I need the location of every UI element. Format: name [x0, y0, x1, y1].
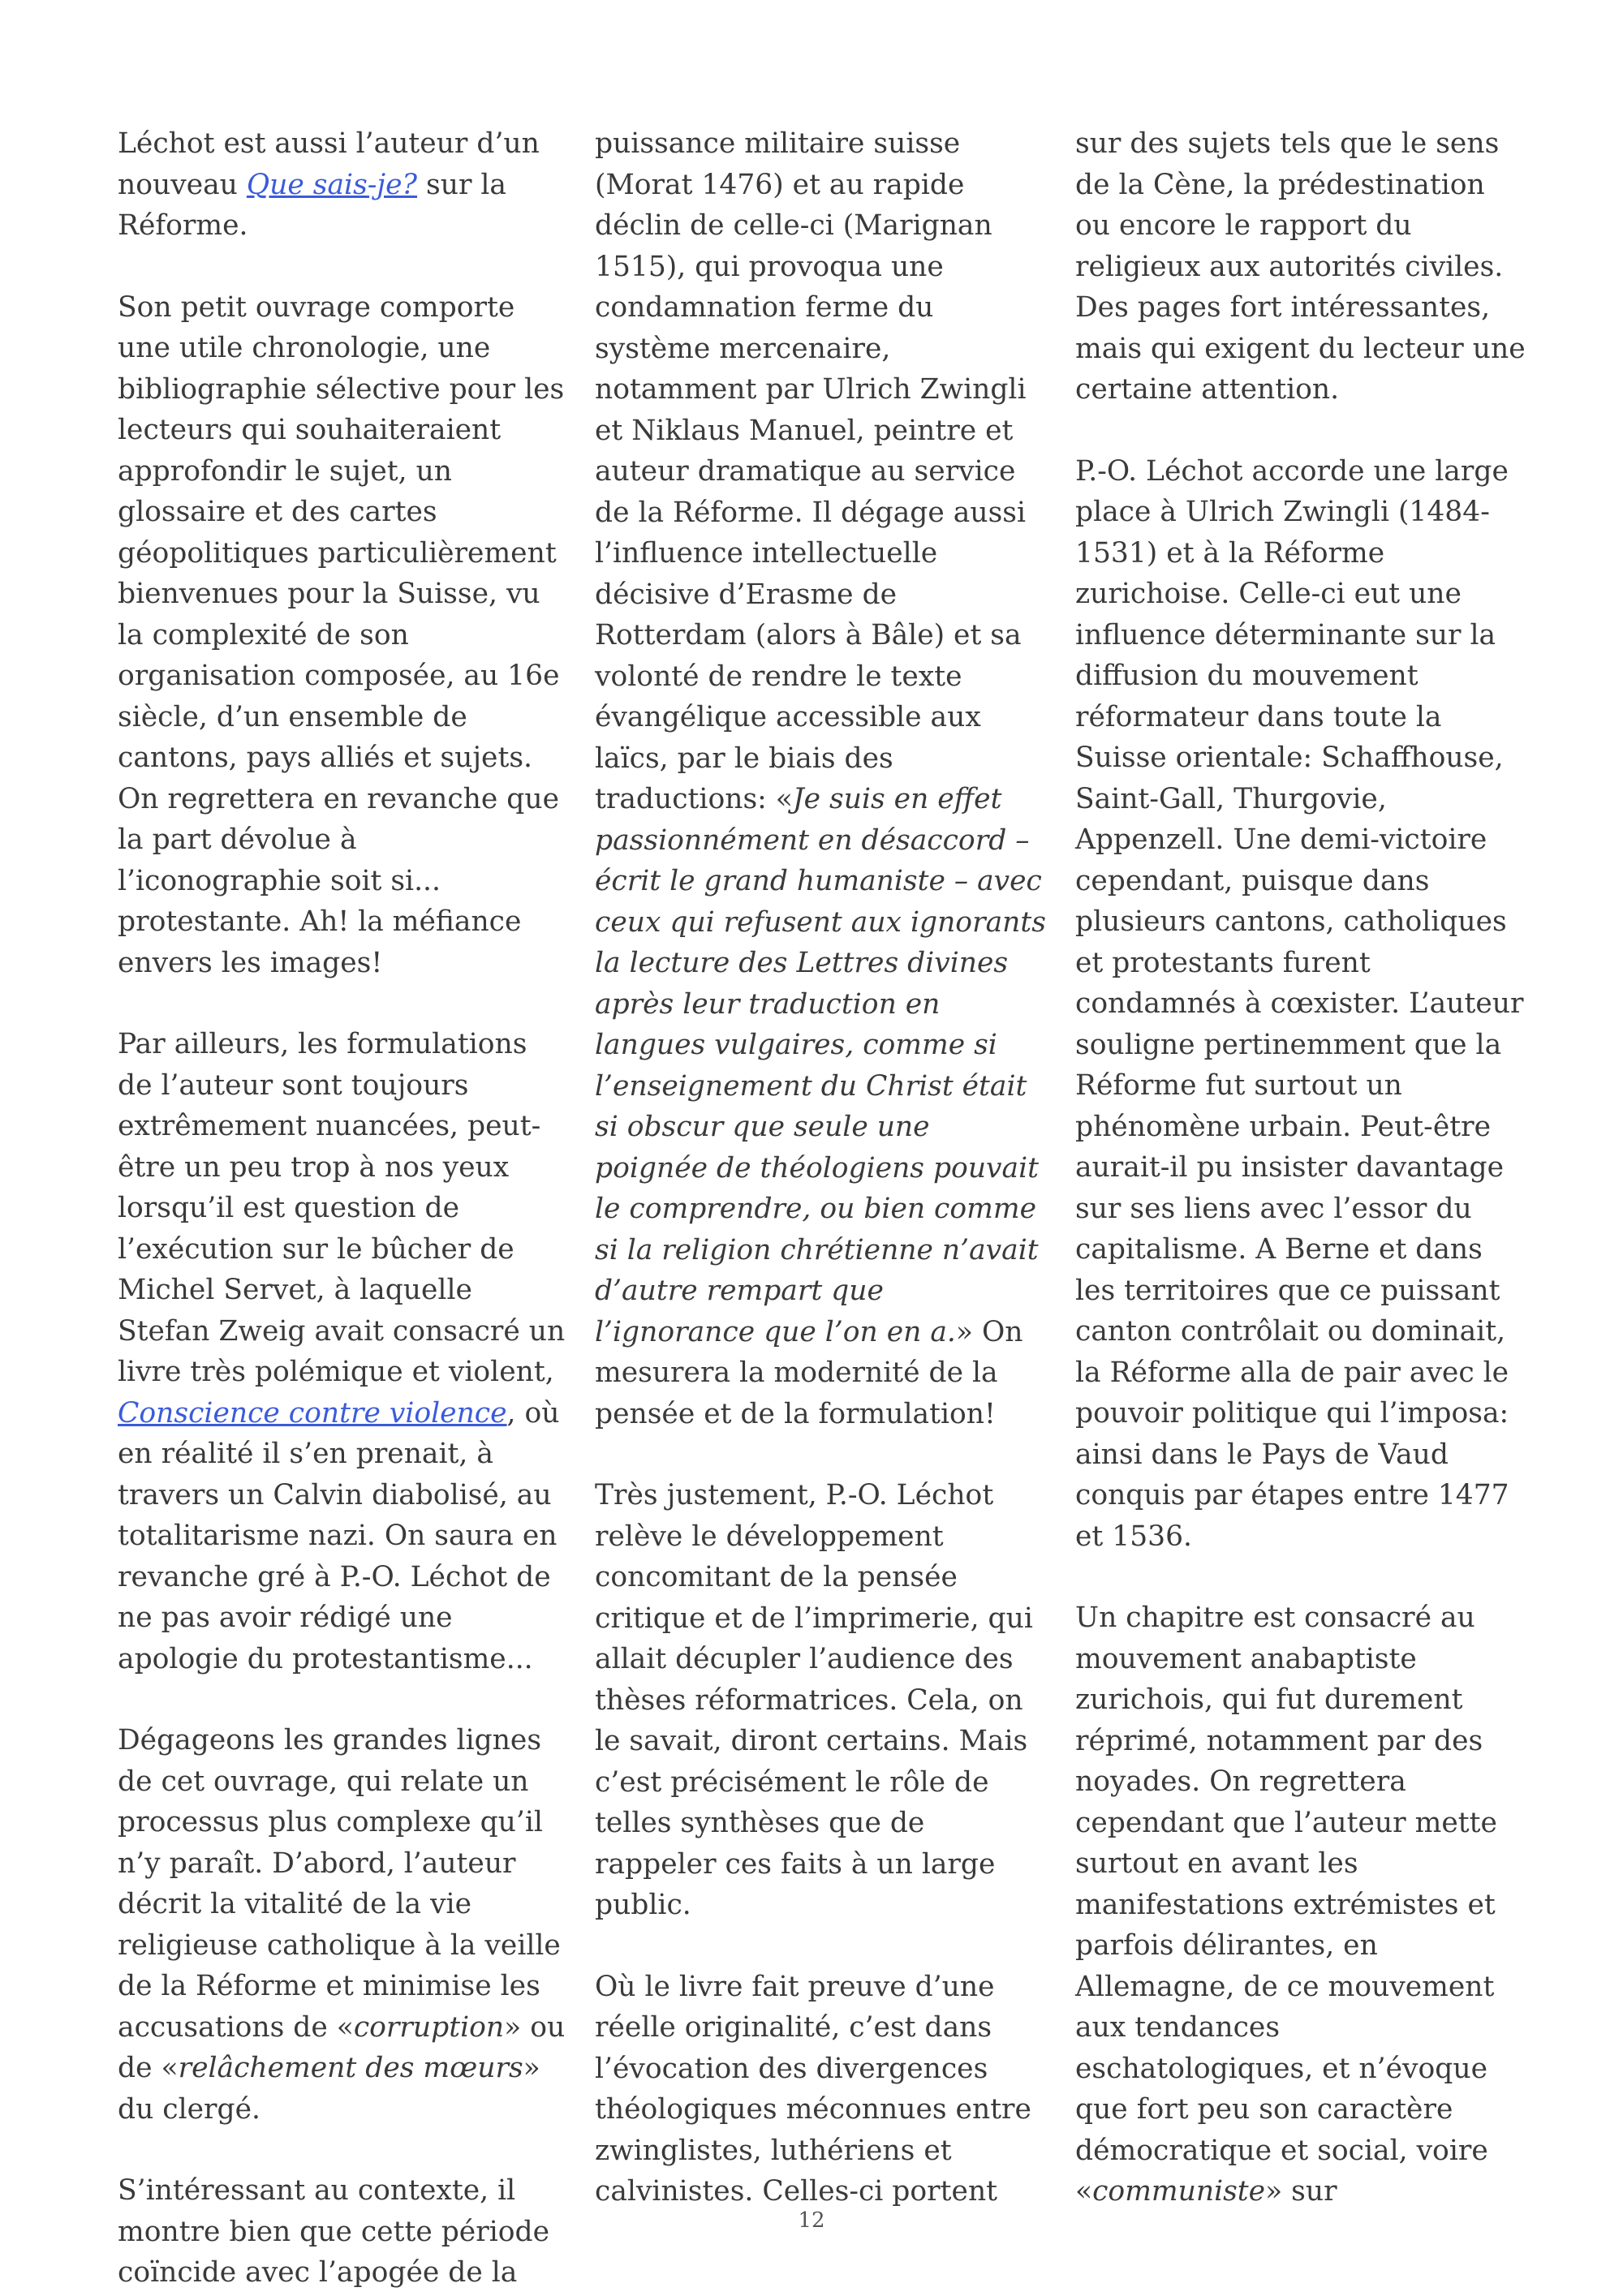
- text-run: sur la Réforme.: [118, 168, 506, 242]
- paragraph: [118, 123, 569, 247]
- paragraph: [118, 1720, 569, 2130]
- text-run: » sur: [1265, 2175, 1337, 2208]
- text-run: sur des sujets tels que le sens de la Cène, la prédestination ou encore le rapport du religieux aux autorités civiles. Des pages fort intéressantes, mais qui exigent du lecteur une certaine attention.: [1075, 127, 1526, 406]
- text-column-3: [1075, 123, 1526, 2212]
- text-run: Dégageons les grandes lignes de cet ouvrage, qui relate un processus plus complexe qu’il n’y paraît. D’abord, l’auteur décrit la vitalité de la vie religieuse catholique à la veille de la Réforme et minimise les accusations de «: [118, 1724, 561, 2044]
- text-run: Léchot est aussi l’auteur d’un nouveau: [118, 127, 540, 201]
- paragraph: [1075, 123, 1526, 411]
- text-run: Très justement, P.-O. Léchot relève le développement concomitant de la pensée critique et de l’imprimerie, qui allait décupler l’audience des thèses réformatrices. Cela, on le savait, diront certains. Mais c’est précisément le rôle de telles synthèses que de rappeler ces faits à un large public.: [595, 1479, 1033, 1921]
- text-run: puissance militaire suisse (Morat 1476) et au rapide déclin de celle-ci (Marignan 1515), qui provoqua une condamnation ferme du système mercenaire, notamment par Ulrich Zwingli et Niklaus Manuel, peintre et auteur dramatique au service de la Réforme. Il dégage aussi l’influence intellectuelle décisive d’Erasme de Rotterdam (alors à Bâle) et sa volonté de rendre le texte évangélique accessible aux laïcs, par le biais des traductions: «: [595, 127, 1027, 815]
- italic-text-run: communiste: [1092, 2175, 1266, 2208]
- paragraph: [118, 287, 569, 984]
- italic-text-run: corruption: [353, 2010, 505, 2044]
- paragraph: [595, 123, 1046, 1434]
- text-run: » ou de «: [118, 2010, 566, 2084]
- text-column-2: [595, 123, 1046, 2212]
- paragraph: [1075, 1597, 1526, 2212]
- text-run: P.-O. Léchot accorde une large place à Ulrich Zwingli (1484-1531) et à la Réforme zurichoise. Celle-ci eut une influence déterminante sur la diffusion du mouvement réformateur dans toute la Suisse orientale: Schaffhouse, Saint-Gall, Thurgovie, Appenzell. Une demi-victoire cependant, puisque dans plusieurs cantons, catholiques et protestants furent condamnés à cœxister. L’auteur souligne pertinemment que la Réforme fut surtout un phénomène urbain. Peut-être aurait-il pu insister davantage sur ses liens avec l’essor du capitalisme. A Berne et dans les territoires que ce puissant canton contrôlait ou dominait, la Réforme alla de pair avec le pouvoir politique qui l’imposa: ainsi dans le Pays de Vaud conquis par étapes entre 1477 et 1536.: [1075, 454, 1524, 1553]
- italic-text-run: relâchement des mœurs: [178, 2052, 523, 2084]
- paragraph: [1075, 451, 1526, 1558]
- text-run: » On mesurera la modernité de la pensée et de la formulation!: [595, 1315, 1023, 1430]
- que-sais-je-link[interactable]: Que sais-je?: [246, 168, 418, 201]
- text-run: » du clergé.: [118, 2052, 540, 2126]
- text-run: Son petit ouvrage comporte une utile chronologie, une bibliographie sélective pour les lecteurs qui souhaiteraient approfondir le sujet, un glossaire et des cartes géopolitiques particulièrement bienvenues pour la Suisse, vu la complexité de son organisation composée, au 16e siècle, d’un ensemble de cantons, pays alliés et sujets. On regrettera en revanche que la part dévolue à l’iconographie soit si... protestante. Ah! la méfiance envers les images!: [118, 290, 565, 979]
- text-run: , où en réalité il s’en prenait, à travers un Calvin diabolisé, au totalitarisme nazi. On saura en revanche gré à P.-O. Léchot de ne pas avoir rédigé une apologie du protestantisme...: [118, 1396, 560, 1675]
- erasmus-quote: Je suis en effet passionnément en désaccord – écrit le grand humaniste – avec ceux qui refusent aux ignorants la lecture des Lettres divines après leur traduction en langues vulgaires, comme si l’enseignement du Christ était si obscur que seule une poignée de théologiens pouvait le comprendre, ou bien comme si la religion chrétienne n’avait d’autre rempart que l’ignorance que l’on en a.: [595, 783, 1046, 1348]
- text-run: Par ailleurs, les formulations de l’auteur sont toujours extrêmement nuancées, peut-être un peu trop à nos yeux lorsqu’il est question de l’exécution sur le bûcher de Michel Servet, à laquelle Stefan Zweig avait consacré un livre très polémique et violent,: [118, 1028, 566, 1388]
- text-run: S’intéressant au contexte, il montre bien que cette période coïncide avec l’apogée de la: [118, 2174, 550, 2289]
- paragraph: [595, 1475, 1046, 1926]
- page-number: 12: [798, 2208, 825, 2233]
- paragraph: [595, 1967, 1046, 2212]
- conscience-contre-violence-link[interactable]: Conscience contre violence: [118, 1396, 507, 1430]
- paragraph: [118, 1024, 569, 1679]
- text-run: Où le livre fait preuve d’une réelle originalité, c’est dans l’évocation des divergences théologiques méconnues entre zwinglistes, luthériens et calvinistes. Celles-ci portent: [595, 1970, 1031, 2208]
- text-run: Un chapitre est consacré au mouvement anabaptiste zurichois, qui fut durement réprimé, notamment par des noyades. On regrettera cependant que l’auteur mette surtout en avant les manifestations extrémistes et parfois délirantes, en Allemagne, de ce mouvement aux tendances eschatologiques, et n’évoque que fort peu son caractère démocratique et social, voire «: [1075, 1602, 1497, 2208]
- text-column-1: [118, 123, 569, 2294]
